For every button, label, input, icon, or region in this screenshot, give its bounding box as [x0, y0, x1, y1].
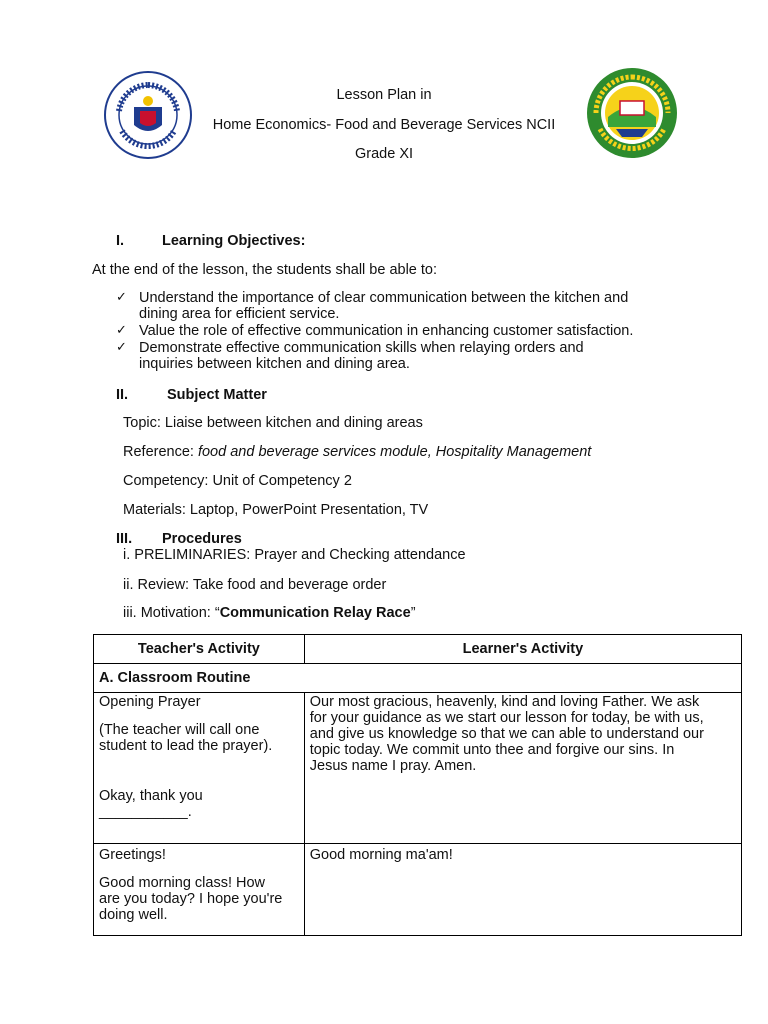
- teacher-text: Opening Prayer: [99, 694, 201, 710]
- objective-line: Understand the importance of clear communication between the kitchen and: [139, 290, 629, 306]
- learner-text: topic today. We commit unto thee and forgive our sins. In: [309, 742, 675, 758]
- section1-title: Learning Objectives:: [162, 233, 306, 249]
- objective-line: inquiries between kitchen and dining area.: [139, 356, 410, 372]
- objective-line: Value the role of effective communication in enhancing customer satisfaction.: [139, 323, 634, 339]
- preliminaries-line: i. PRELIMINARIES: Prayer and Checking attendance: [123, 547, 466, 563]
- learner-text: and give us knowledge so that we can able to understand our: [309, 726, 704, 742]
- teacher-text: student to lead the prayer).: [99, 738, 273, 754]
- topic-line: Topic: Liaise between kitchen and dining areas: [123, 415, 423, 431]
- checkmark-icon: ✓: [116, 290, 127, 305]
- learner-text: for your guidance as we start our lesson for today, be with us,: [309, 710, 704, 726]
- table-row: [94, 664, 742, 693]
- classroom-routine-heading: A. Classroom Routine: [94, 664, 742, 693]
- objectives-intro: At the end of the lesson, the students shall be able to:: [92, 262, 438, 278]
- doc-title-line3: Grade XI: [354, 146, 414, 162]
- doc-title-line1: Lesson Plan in: [336, 87, 432, 103]
- activity-table: [93, 634, 742, 936]
- teacher-text: (The teacher will call one: [99, 722, 260, 738]
- reference-label: Reference:: [123, 444, 198, 460]
- learner-text: Good morning ma'am!: [309, 847, 453, 863]
- section3-number: III.: [116, 531, 133, 547]
- section2-number: II.: [116, 387, 129, 403]
- teacher-text: Greetings!: [99, 847, 166, 863]
- competency-line: Competency: Unit of Competency 2: [123, 473, 352, 489]
- section2-title: Subject Matter: [167, 387, 267, 403]
- teacher-cell: [94, 844, 305, 936]
- learner-text: Our most gracious, heavenly, kind and loving Father. We ask: [309, 694, 700, 710]
- doc-title-line2: Home Economics- Food and Beverage Services NCII: [212, 117, 556, 133]
- reference-value: food and beverage services module, Hospitality Management: [197, 444, 592, 460]
- review-line: ii. Review: Take food and beverage order: [123, 577, 387, 593]
- motivation-close-quote: ”: [410, 605, 416, 621]
- table-row: [94, 844, 742, 936]
- checkmark-icon: ✓: [116, 323, 127, 338]
- materials-line: Materials: Laptop, PowerPoint Presentation, TV: [123, 502, 429, 518]
- section3-title: Procedures: [162, 531, 242, 547]
- objective-line: dining area for efficient service.: [139, 306, 340, 322]
- reference-line: [123, 444, 591, 461]
- teacher-text: Good morning class! How: [99, 875, 266, 891]
- teacher-text: doing well.: [99, 907, 168, 923]
- table-row: [94, 693, 742, 844]
- teacher-cell: [94, 693, 305, 844]
- table-header-row: [94, 635, 742, 664]
- learner-cell: [304, 693, 741, 844]
- section1-number: I.: [116, 233, 125, 249]
- learner-cell: [304, 844, 741, 936]
- teacher-text: Okay, thank you: [99, 788, 203, 804]
- motivation-value: Communication Relay Race: [219, 605, 411, 621]
- checkmark-icon: ✓: [116, 340, 127, 355]
- teacher-activity-header: Teacher's Activity: [94, 635, 305, 664]
- teacher-text: are you today? I hope you're: [99, 891, 283, 907]
- teacher-text: ___________.: [99, 804, 192, 820]
- objective-line: Demonstrate effective communication skills when relaying orders and: [139, 340, 584, 356]
- motivation-line: [123, 605, 416, 622]
- learner-activity-header: Learner's Activity: [304, 635, 741, 664]
- motivation-label: iii. Motivation: “: [123, 605, 220, 621]
- learner-text: Jesus name I pray. Amen.: [309, 758, 477, 774]
